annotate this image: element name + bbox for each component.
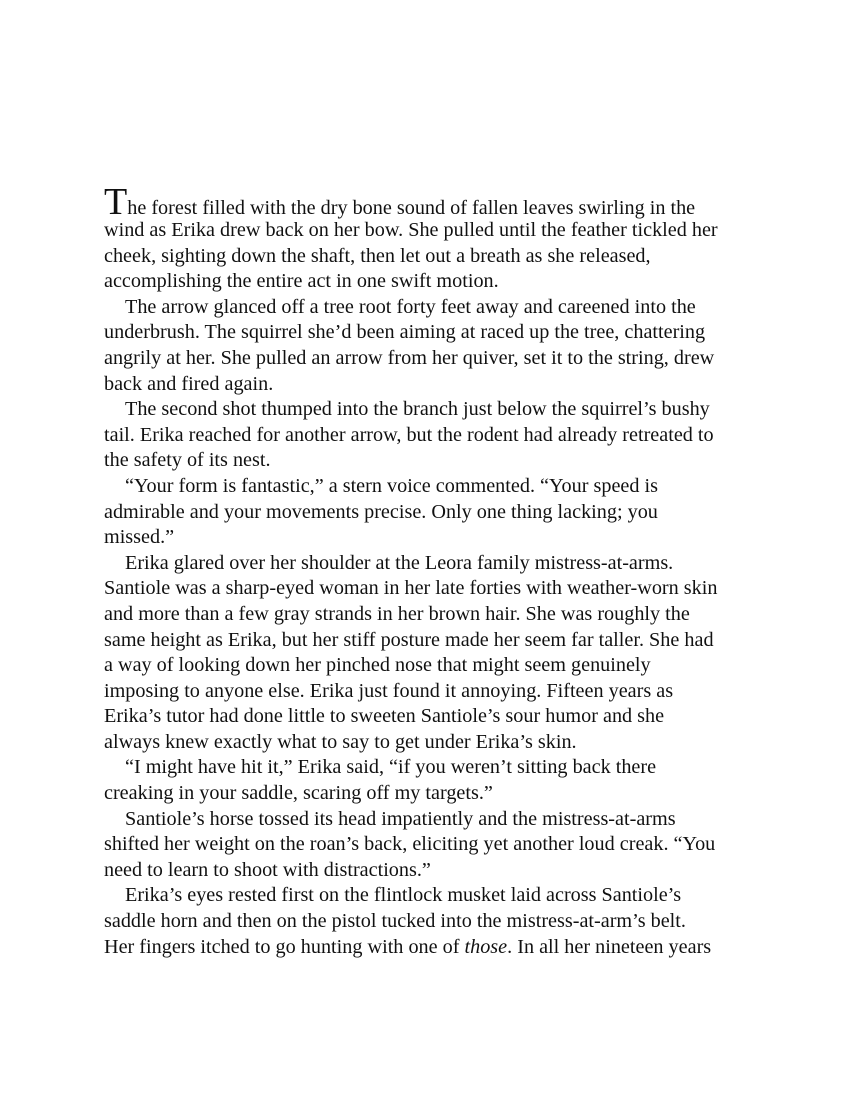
text-line: always knew exactly what to say to get under Erika’s skin. [104,730,577,753]
text-line: “Your form is fantastic,” a stern voice commented. “Your speed is [125,474,658,497]
text-line: tail. Erika reached for another arrow, but the rodent had already retreated to [104,423,714,446]
text-fragment: Her fingers itched to go hunting with one of [104,935,465,958]
text-line: the safety of its nest. [104,449,271,472]
emphasis-text: those [464,935,508,958]
text-line: The second shot thumped into the branch just below the squirrel’s bushy [125,398,710,421]
text-line: wind as Erika drew back on her bow. She pulled until the feather tickled her [104,219,718,241]
text-line: and more than a few gray strands in her brown hair. She was roughly the [104,602,690,625]
text-line: imposing to anyone else. Erika just found it annoying. Fifteen years as [104,679,674,702]
text-line: underbrush. The squirrel she’d been aiming at raced up the tree, chattering [104,321,706,344]
text-line: Erika’s tutor had done little to sweeten Santiole’s sour humor and she [104,705,665,728]
text-line: angrily at her. She pulled an arrow from her quiver, set it to the string, drew [104,346,715,369]
text-line: he forest filled with the dry bone sound of fallen leaves swirling in the [127,197,696,219]
text-line: cheek, sighting down the shaft, then let out a breath as she released, [104,244,651,267]
text-fragment: . In all her nineteen years [507,935,712,958]
first-line [104,181,760,223]
drop-cap: T [104,181,128,223]
text-line: saddle horn and then on the pistol tucked into the mistress-at-arm’s belt. [104,910,686,933]
text-line: The arrow glanced off a tree root forty feet away and careened into the [125,295,696,318]
text-line: creaking in your saddle, scaring off my targets.” [104,782,493,805]
text-line: same height as Erika, but her stiff posture made her seem far taller. She had [104,628,714,651]
text-line: Erika glared over her shoulder at the Leora family mistress-at-arms. [125,551,674,574]
text-line: accomplishing the entire act in one swift motion. [104,270,499,293]
text-line: Santiole was a sharp-eyed woman in her late forties with weather-worn skin [104,577,718,600]
text-line: “I might have hit it,” Erika said, “if you weren’t sitting back there [125,756,657,779]
text-line: Santiole’s horse tossed its head impatiently and the mistress-at-arms [125,807,676,830]
text-line: Erika’s eyes rested first on the flintlock musket laid across Santiole’s [125,884,682,907]
text-line: admirable and your movements precise. Only one thing lacking; you [104,500,658,523]
text-line: need to learn to shoot with distractions.” [104,858,431,881]
text-line: shifted her weight on the roan’s back, eliciting yet another loud creak. “You [104,833,716,856]
body-text [104,181,760,960]
text-line: a way of looking down her pinched nose that might seem genuinely [104,654,651,677]
text-line: missed.” [104,526,175,549]
last-text-line [104,935,760,961]
text-line: back and fired again. [104,372,274,395]
